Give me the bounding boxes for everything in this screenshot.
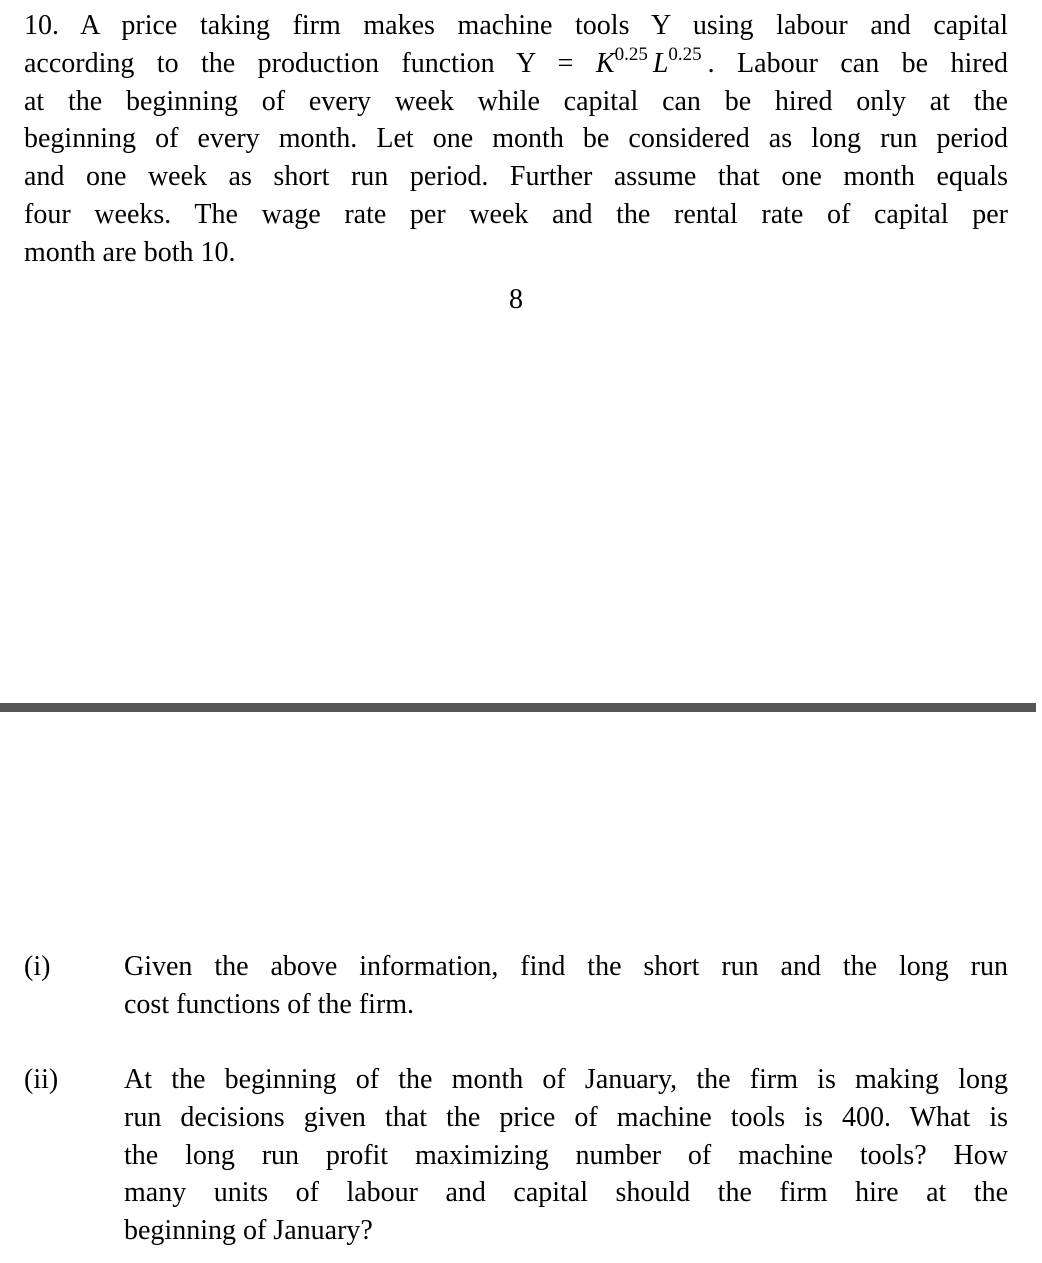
question-ii-text	[124, 1061, 1008, 1250]
question-i-line-1: Given the above information, find the short run and the long run	[124, 951, 1008, 982]
question-i-label: (i)	[24, 951, 51, 982]
question-ii-line-5: beginning of January?	[124, 1215, 373, 1247]
problem-line-2-formula	[24, 45, 1008, 83]
problem-line-3: at the beginning of every week while capital can be hired only at the	[24, 85, 1008, 117]
question-ii-line-3: the long run profit maximizing number of machine tools? How	[124, 1139, 1008, 1171]
question-ii	[24, 1061, 1008, 1250]
formula-prefix: according to the production function Y =	[24, 47, 596, 79]
question-ii-line-2: run decisions given that the price of machine tools is 400. What is	[124, 1101, 1008, 1133]
problem-line-4: beginning of every month. Let one month be considered as long run period	[24, 123, 1008, 155]
page-number: 8	[509, 284, 523, 315]
problem-line-5: and one week as short run period. Further assume that one month equals	[24, 161, 1008, 193]
formula-exponent-l: 0.25	[668, 44, 702, 66]
question-ii-label: (ii)	[24, 1064, 59, 1095]
formula-suffix: . Labour can be hired	[707, 47, 1008, 79]
question-ii-line-1: At the beginning of the month of January, the firm is making long	[124, 1064, 1008, 1095]
question-ii-line-4: many units of labour and capital should the firm hire at the	[124, 1177, 1008, 1209]
problem-line-7: month are both 10.	[24, 236, 236, 268]
problem-paragraph	[24, 7, 1008, 272]
question-i-line-2: cost functions of the firm.	[124, 988, 415, 1020]
question-i-text	[124, 948, 1008, 1024]
problem-line-6: four weeks. The wage rate per week and the rental rate of capital per	[24, 198, 1008, 230]
formula-exponent-k: 0.25	[614, 44, 648, 66]
problem-line-1: 10. A price taking firm makes machine tools Y using labour and capital	[24, 10, 1008, 41]
page-break-divider	[0, 703, 1036, 712]
formula-var-k: K	[595, 47, 615, 79]
question-i	[24, 948, 1008, 1024]
formula-var-l: L	[652, 47, 669, 79]
